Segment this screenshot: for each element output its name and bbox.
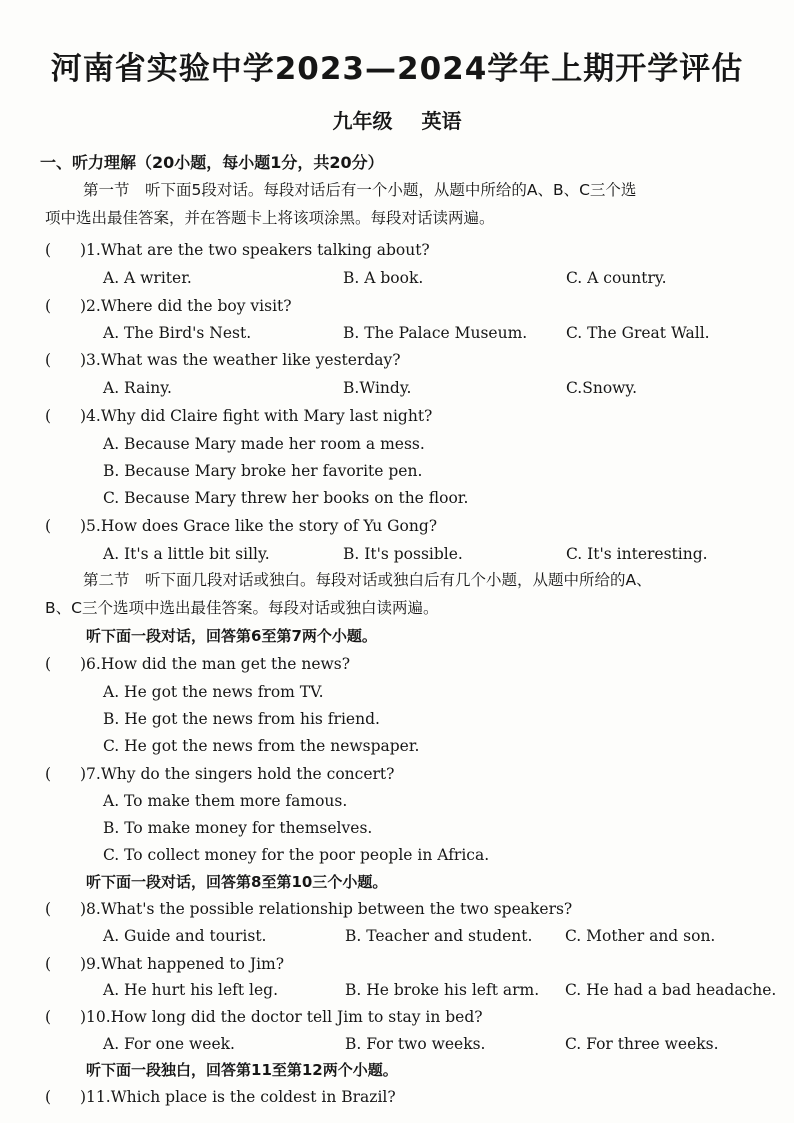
- answer-paren[interactable]: (: [45, 655, 52, 673]
- option-a: A. It's a little bit silly.: [103, 545, 270, 563]
- exam-subtitle: 九年级 英语: [332, 109, 462, 133]
- answer-paren[interactable]: (: [45, 517, 52, 535]
- option-a: A. For one week.: [103, 1035, 235, 1053]
- answer-paren[interactable]: (: [45, 765, 52, 783]
- option-a: A. He hurt his left leg.: [103, 981, 279, 999]
- listening-note-11-12: 听下面一段独白，回答第11至第12两个小题。: [86, 1061, 398, 1079]
- option-b: B.Windy.: [343, 379, 412, 397]
- exam-title: 河南省实验中学2023—2024学年上期开学评估: [50, 51, 744, 87]
- question-text: )2.Where did the boy visit?: [80, 297, 292, 315]
- question-text: )11.Which place is the coldest in Brazil?: [80, 1088, 396, 1106]
- answer-paren[interactable]: (: [45, 351, 52, 369]
- option-a: A. Because Mary made her room a mess.: [103, 435, 425, 453]
- answer-paren[interactable]: (: [45, 955, 52, 973]
- option-a: A. Rainy.: [103, 379, 172, 397]
- option-c: C. He had a bad headache.: [565, 981, 777, 999]
- option-c: C. The Great Wall.: [566, 324, 710, 342]
- answer-paren[interactable]: (: [45, 900, 52, 918]
- answer-paren[interactable]: (: [45, 297, 52, 315]
- listening-note-6-7: 听下面一段对话，回答第6至第7两个小题。: [86, 627, 377, 645]
- listening-note-8-10: 听下面一段对话，回答第8至第10三个小题。: [86, 873, 388, 891]
- option-b: B. Teacher and student.: [345, 927, 533, 945]
- answer-paren[interactable]: (: [45, 241, 52, 259]
- question-text: )10.How long did the doctor tell Jim to stay in bed?: [80, 1008, 483, 1026]
- option-a: A. Guide and tourist.: [103, 927, 267, 945]
- question-text: )1.What are the two speakers talking about?: [80, 241, 430, 259]
- option-c: C. It's interesting.: [566, 545, 708, 563]
- option-b: B. It's possible.: [343, 545, 463, 563]
- option-a: A. A writer.: [103, 269, 192, 287]
- question-text: )4.Why did Claire fight with Mary last night?: [80, 407, 433, 425]
- option-b: B. To make money for themselves.: [103, 819, 373, 837]
- option-c: C. He got the news from the newspaper.: [103, 737, 420, 755]
- option-c: C. To collect money for the poor people in Africa.: [103, 846, 490, 864]
- option-b: B. For two weeks.: [345, 1035, 486, 1053]
- part2-instruction-line2: B、C三个选项中选出最佳答案。每段对话或独白读两遍。: [45, 599, 439, 617]
- option-b: B. A book.: [343, 269, 424, 287]
- option-b: B. The Palace Museum.: [343, 324, 528, 342]
- answer-paren[interactable]: (: [45, 1008, 52, 1026]
- question-text: )9.What happened to Jim?: [80, 955, 285, 973]
- question-text: )8.What's the possible relationship between the two speakers?: [80, 900, 573, 918]
- option-b: B. He broke his left arm.: [345, 981, 540, 999]
- option-b: B. He got the news from his friend.: [103, 710, 380, 728]
- part1-instruction-line2: 项中选出最佳答案，并在答题卡上将该项涂黑。每段对话读两遍。: [45, 209, 495, 227]
- part1-instruction-line1: 第一节 听下面5段对话。每段对话后有一个小题，从题中所给的A、B、C三个选: [83, 181, 637, 199]
- option-c: C. Because Mary threw her books on the floor.: [103, 489, 469, 507]
- option-c: C. A country.: [566, 269, 667, 287]
- question-text: )3.What was the weather like yesterday?: [80, 351, 401, 369]
- option-a: A. To make them more famous.: [103, 792, 348, 810]
- part2-instruction-line1: 第二节 听下面几段对话或独白。每段对话或独白后有几个小题，从题中所给的A、: [83, 571, 652, 589]
- option-a: A. He got the news from TV.: [103, 683, 324, 701]
- option-b: B. Because Mary broke her favorite pen.: [103, 462, 423, 480]
- option-c: C.Snowy.: [566, 379, 638, 397]
- option-a: A. The Bird's Nest.: [103, 324, 252, 342]
- option-c: C. Mother and son.: [565, 927, 716, 945]
- question-text: )5.How does Grace like the story of Yu Gong?: [80, 517, 438, 535]
- answer-paren[interactable]: (: [45, 1088, 52, 1106]
- answer-paren[interactable]: (: [45, 407, 52, 425]
- part2-instruction: [45, 566, 769, 622]
- section-heading: 一、听力理解（20小题，每小题1分，共20分）: [40, 153, 384, 172]
- question-text: )6.How did the man get the news?: [80, 655, 351, 673]
- part1-instruction: [45, 176, 769, 232]
- option-c: C. For three weeks.: [565, 1035, 719, 1053]
- question-text: )7.Why do the singers hold the concert?: [80, 765, 395, 783]
